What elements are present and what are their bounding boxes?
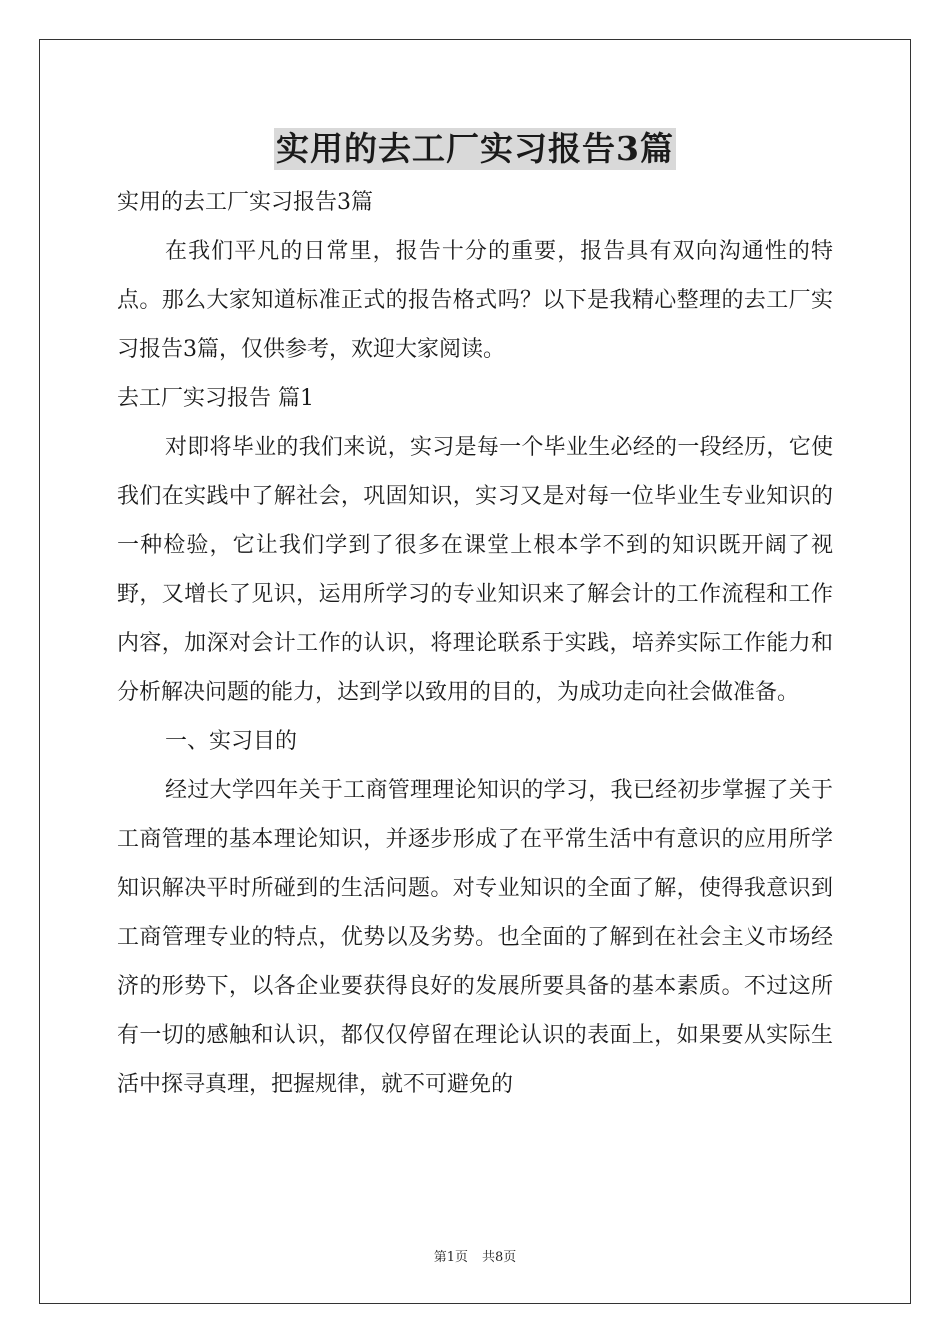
document-title: 实用的去工厂实习报告3篇 bbox=[276, 129, 674, 168]
body-paragraph-2: 经过大学四年关于工商管理理论知识的学习，我已经初步掌握了关于工商管理的基本理论知识，并逐步形成了在平常生活中有意识的应用所学知识解决平时所碰到的生活问题。对专业知识的全面了解，使得我意识到工商管理专业的特点，优势以及劣势。也全面的了解到在社会主义市场经济的形势下，以各企业要获得良好的发展所要具备的基本素质。不过这所有一切的感触和认识，都仅仅停留在理论认识的表面上，如果要从实际生活中探寻真理，把握规律，就不可避免的 bbox=[117, 778, 833, 1097]
body-paragraph-1: 对即将毕业的我们来说，实习是每一个毕业生必经的一段经历，它使我们在实践中了解社会，巩固知识，实习又是对每一位毕业生专业知识的一种检验，它让我们学到了很多在课堂上根本学不到的知识既开阔了视野，又增长了见识，运用所学习的专业知识来了解会计的工作流程和工作内容，加深对会计工作的认识，将理论联系于实践，培养实际工作能力和分析解决问题的能力，达到学以致用的目的，为成功走向社会做准备。 bbox=[117, 435, 833, 705]
page-number: 第1页 bbox=[433, 1250, 468, 1265]
intro-paragraph: 在我们平凡的日常里，报告十分的重要，报告具有双向沟通性的特点。那么大家知道标准正式的报告格式吗？以下是我精心整理的去工厂实习报告3篇，仅供参考，欢迎大家阅读。 bbox=[117, 239, 833, 362]
section-heading: 去工厂实习报告 篇1 bbox=[117, 386, 314, 411]
title-container bbox=[0, 128, 950, 170]
sub-heading: 一、实习目的 bbox=[165, 729, 298, 754]
document-subtitle: 实用的去工厂实习报告3篇 bbox=[117, 190, 373, 215]
page-footer bbox=[0, 1246, 950, 1265]
page-total: 共8页 bbox=[482, 1250, 517, 1265]
document-body bbox=[117, 178, 833, 1109]
